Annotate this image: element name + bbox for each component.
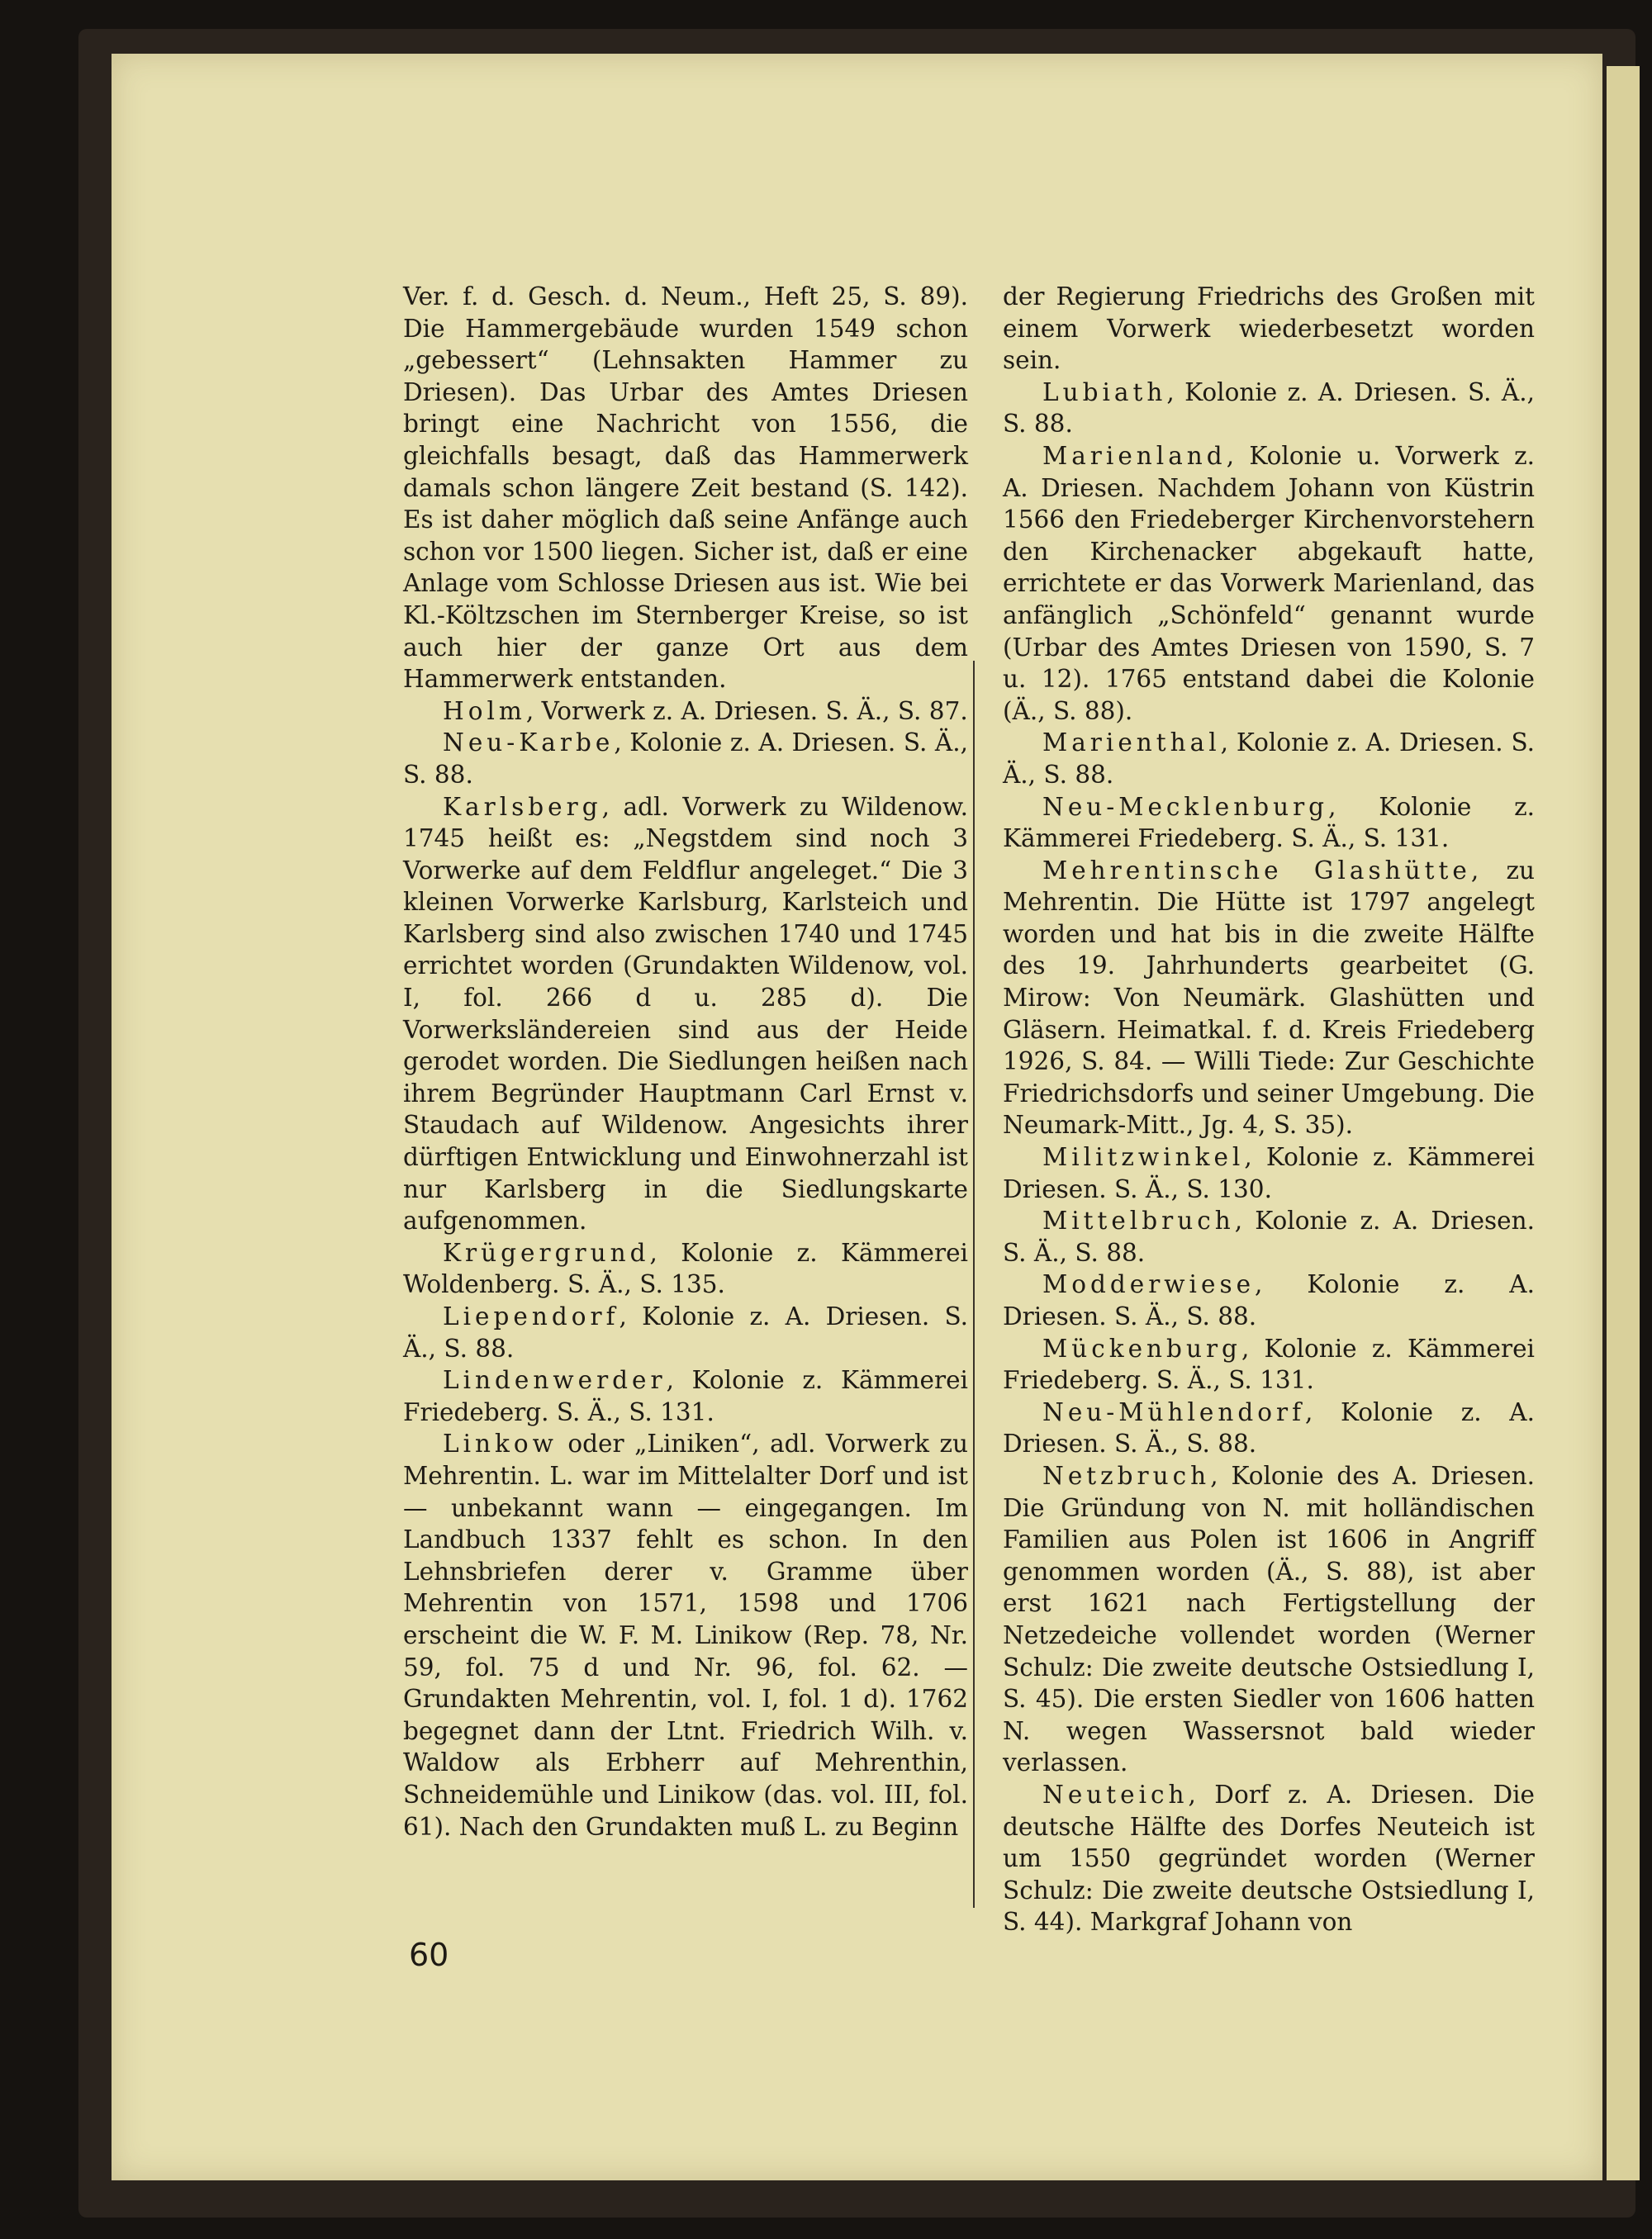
entry-headword: Neuteich	[1042, 1780, 1189, 1809]
entry-headword: Neu-Karbe	[443, 728, 615, 757]
entry-headword: Neu-Mecklenburg	[1042, 792, 1329, 821]
entry-paragraph: Neu-Mecklenburg, Kolonie z. Kämmerei Friedeberg. S. Ä., S. 131.	[1003, 792, 1535, 853]
entry-paragraph: Karlsberg, adl. Vorwerk zu Wildenow. 1745 heißt es: „Negstdem sind noch 3 Vorwerke auf dem Feldflur angeleget.“ Die 3 kleinen Vorwerke Karlsburg, Karlsteich und Karlsberg sind also zwischen 1740 und 1745 errichtet worden (Grundakten Wildenow, vol. I, fol. 266 d u. 285 d). Die Vorwerksländereien sind aus der Heide gerodet worden. Die Siedlungen heißen nach ihrem Begründer Hauptmann Carl Ernst v. Staudach auf Wildenow. Angesichts ihrer dürftigen Entwicklung und Einwohnerzahl ist nur Karlsberg in die Siedlungskarte aufgenommen.	[403, 792, 968, 1236]
entry-paragraph: Mittelbruch, Kolonie z. A. Driesen. S. Ä., S. 88.	[1003, 1207, 1535, 1267]
entry-headword: Mehrentinsche Glashütte	[1042, 856, 1471, 885]
column-divider	[973, 661, 975, 1908]
entry-paragraph: Holm, Vorwerk z. A. Driesen. S. Ä., S. 87.	[443, 696, 968, 725]
entry-paragraph: Marienland, Kolonie u. Vorwerk z. A. Driesen. Nachdem Johann von Küstrin 1566 den Friedeberger Kirchenvorstehern den Kirchenacker abgekauft hatte, errichtete er das Vorwerk Marienland, das anfänglich „Schönfeld“ genannt wurde (Urbar des Amtes Driesen von 1590, S. 7 u. 12). 1765 entstand dabei die Kolonie (Ä., S. 88).	[1003, 441, 1535, 725]
entry-paragraph: Ver. f. d. Gesch. d. Neum., Heft 25, S. 89). Die Hammergebäude wurden 1549 schon „gebessert“ (Lehnsakten Hammer zu Driesen). Das Urbar des Amtes Driesen bringt eine Nachricht von 1556, die gleichfalls besagt, daß das Hammerwerk damals schon längere Zeit bestand (S. 142). Es ist daher möglich daß seine Anfänge auch schon vor 1500 liegen. Sicher ist, daß er eine Anlage vom Schlosse Driesen aus ist. Wie bei Kl.-Költzschen im Sternberger Kreise, so ist auch hier der ganze Ort aus dem Hammerwerk entstanden.	[403, 282, 968, 694]
entry-headword: Mückenburg	[1042, 1334, 1241, 1363]
entry-paragraph: Neuteich, Dorf z. A. Driesen. Die deutsche Hälfte des Dorfes Neuteich ist um 1550 gegründet worden (Werner Schulz: Die zweite deutsche Ostsiedlung I, S. 44). Markgraf Johann von	[1003, 1780, 1535, 1937]
entry-paragraph: Neu-Karbe, Kolonie z. A. Driesen. S. Ä., S. 88.	[403, 728, 968, 789]
entry-headword: Karlsberg	[443, 792, 602, 821]
entry-paragraph: Krügergrund, Kolonie z. Kämmerei Woldenberg. S. Ä., S. 135.	[403, 1238, 968, 1299]
entry-headword: Linkow	[443, 1430, 558, 1459]
entry-headword: Marienland	[1042, 441, 1227, 470]
entry-headword: Liependorf	[443, 1302, 620, 1331]
entry-headword: Netzbruch	[1042, 1461, 1211, 1490]
entry-headword: Marienthal	[1042, 728, 1221, 757]
entry-headword: Militzwinkel	[1042, 1143, 1245, 1172]
page-number: 60	[409, 1937, 449, 1973]
entry-headword: Lindenwerder	[443, 1366, 667, 1395]
entry-headword: Lubiath	[1042, 377, 1167, 406]
next-page-edge	[1607, 66, 1640, 2180]
entry-paragraph: der Regierung Friedrichs des Großen mit einem Vorwerk wiederbesetzt worden sein.	[1003, 282, 1535, 375]
entry-paragraph: Neu-Mühlendorf, Kolonie z. A. Driesen. S. Ä., S. 88.	[1003, 1397, 1535, 1459]
entry-headword: Holm	[443, 696, 526, 725]
entry-paragraph: Lindenwerder, Kolonie z. Kämmerei Friedeberg. S. Ä., S. 131.	[403, 1366, 968, 1426]
entry-paragraph: Mehrentinsche Glashütte, zu Mehrentin. Die Hütte ist 1797 angelegt worden und hat bis in die zweite Hälfte des 19. Jahrhunderts gearbeitet (G. Mirow: Von Neumärk. Glashütten und Gläsern. Heimatkal. f. d. Kreis Friedeberg 1926, S. 84. — Willi Tiede: Zur Geschichte Friedrichsdorfs und seiner Umgebung. Die Neumark-Mitt., Jg. 4, S. 35).	[1003, 856, 1536, 1140]
entry-paragraph: Lubiath, Kolonie z. A. Driesen. S. Ä., S. 88.	[1003, 377, 1535, 439]
right-text-column	[1003, 281, 1535, 1938]
entry-headword: Krügergrund	[443, 1238, 650, 1267]
entry-paragraph: Marienthal, Kolonie z. A. Driesen. S. Ä., S. 88.	[1003, 728, 1535, 789]
left-text-column	[403, 281, 968, 1843]
entry-paragraph: Mückenburg, Kolonie z. Kämmerei Friedeberg. S. Ä., S. 131.	[1003, 1334, 1535, 1395]
entry-paragraph: Militzwinkel, Kolonie z. Kämmerei Driesen. S. Ä., S. 130.	[1003, 1143, 1535, 1203]
entry-paragraph: Netzbruch, Kolonie des A. Driesen. Die Gründung von N. mit holländischen Familien aus Polen ist 1606 in Angriff genommen worden (Ä., S. 88), ist aber erst 1621 nach Fertigstellung der Netzedeiche vollendet worden (Werner Schulz: Die zweite deutsche Ostsiedlung I, S. 45). Die ersten Siedler von 1606 hatten N. wegen Wassersnot bald wieder verlassen.	[1003, 1461, 1535, 1777]
entry-headword: Neu-Mühlendorf	[1042, 1397, 1305, 1426]
entry-headword: Modderwiese	[1042, 1270, 1256, 1299]
entry-paragraph: Linkow oder „Liniken“, adl. Vorwerk zu Mehrentin. L. war im Mittelalter Dorf und ist — unbekannt wann — eingegangen. Im Landbuch 1337 fehlt es schon. In den Lehnsbriefen derer v. Gramme über Mehrentin von 1571, 1598 und 1706 erscheint die W. F. M. Linikow (Rep. 78, Nr. 59, fol. 75 d und Nr. 96, fol. 62. — Grundakten Mehrentin, vol. I, fol. 1 d). 1762 begegnet dann der Ltnt. Friedrich Wilh. v. Waldow als Erbherr auf Mehrenthin, Schneidemühle und Linikow (das. vol. III, fol. 61). Nach den Grundakten muß L. zu Beginn	[403, 1430, 968, 1841]
entry-paragraph: Modderwiese, Kolonie z. A. Driesen. S. Ä., S. 88.	[1003, 1270, 1535, 1331]
entry-headword: Mittelbruch	[1042, 1207, 1235, 1236]
entry-paragraph: Liependorf, Kolonie z. A. Driesen. S. Ä., S. 88.	[403, 1302, 968, 1363]
